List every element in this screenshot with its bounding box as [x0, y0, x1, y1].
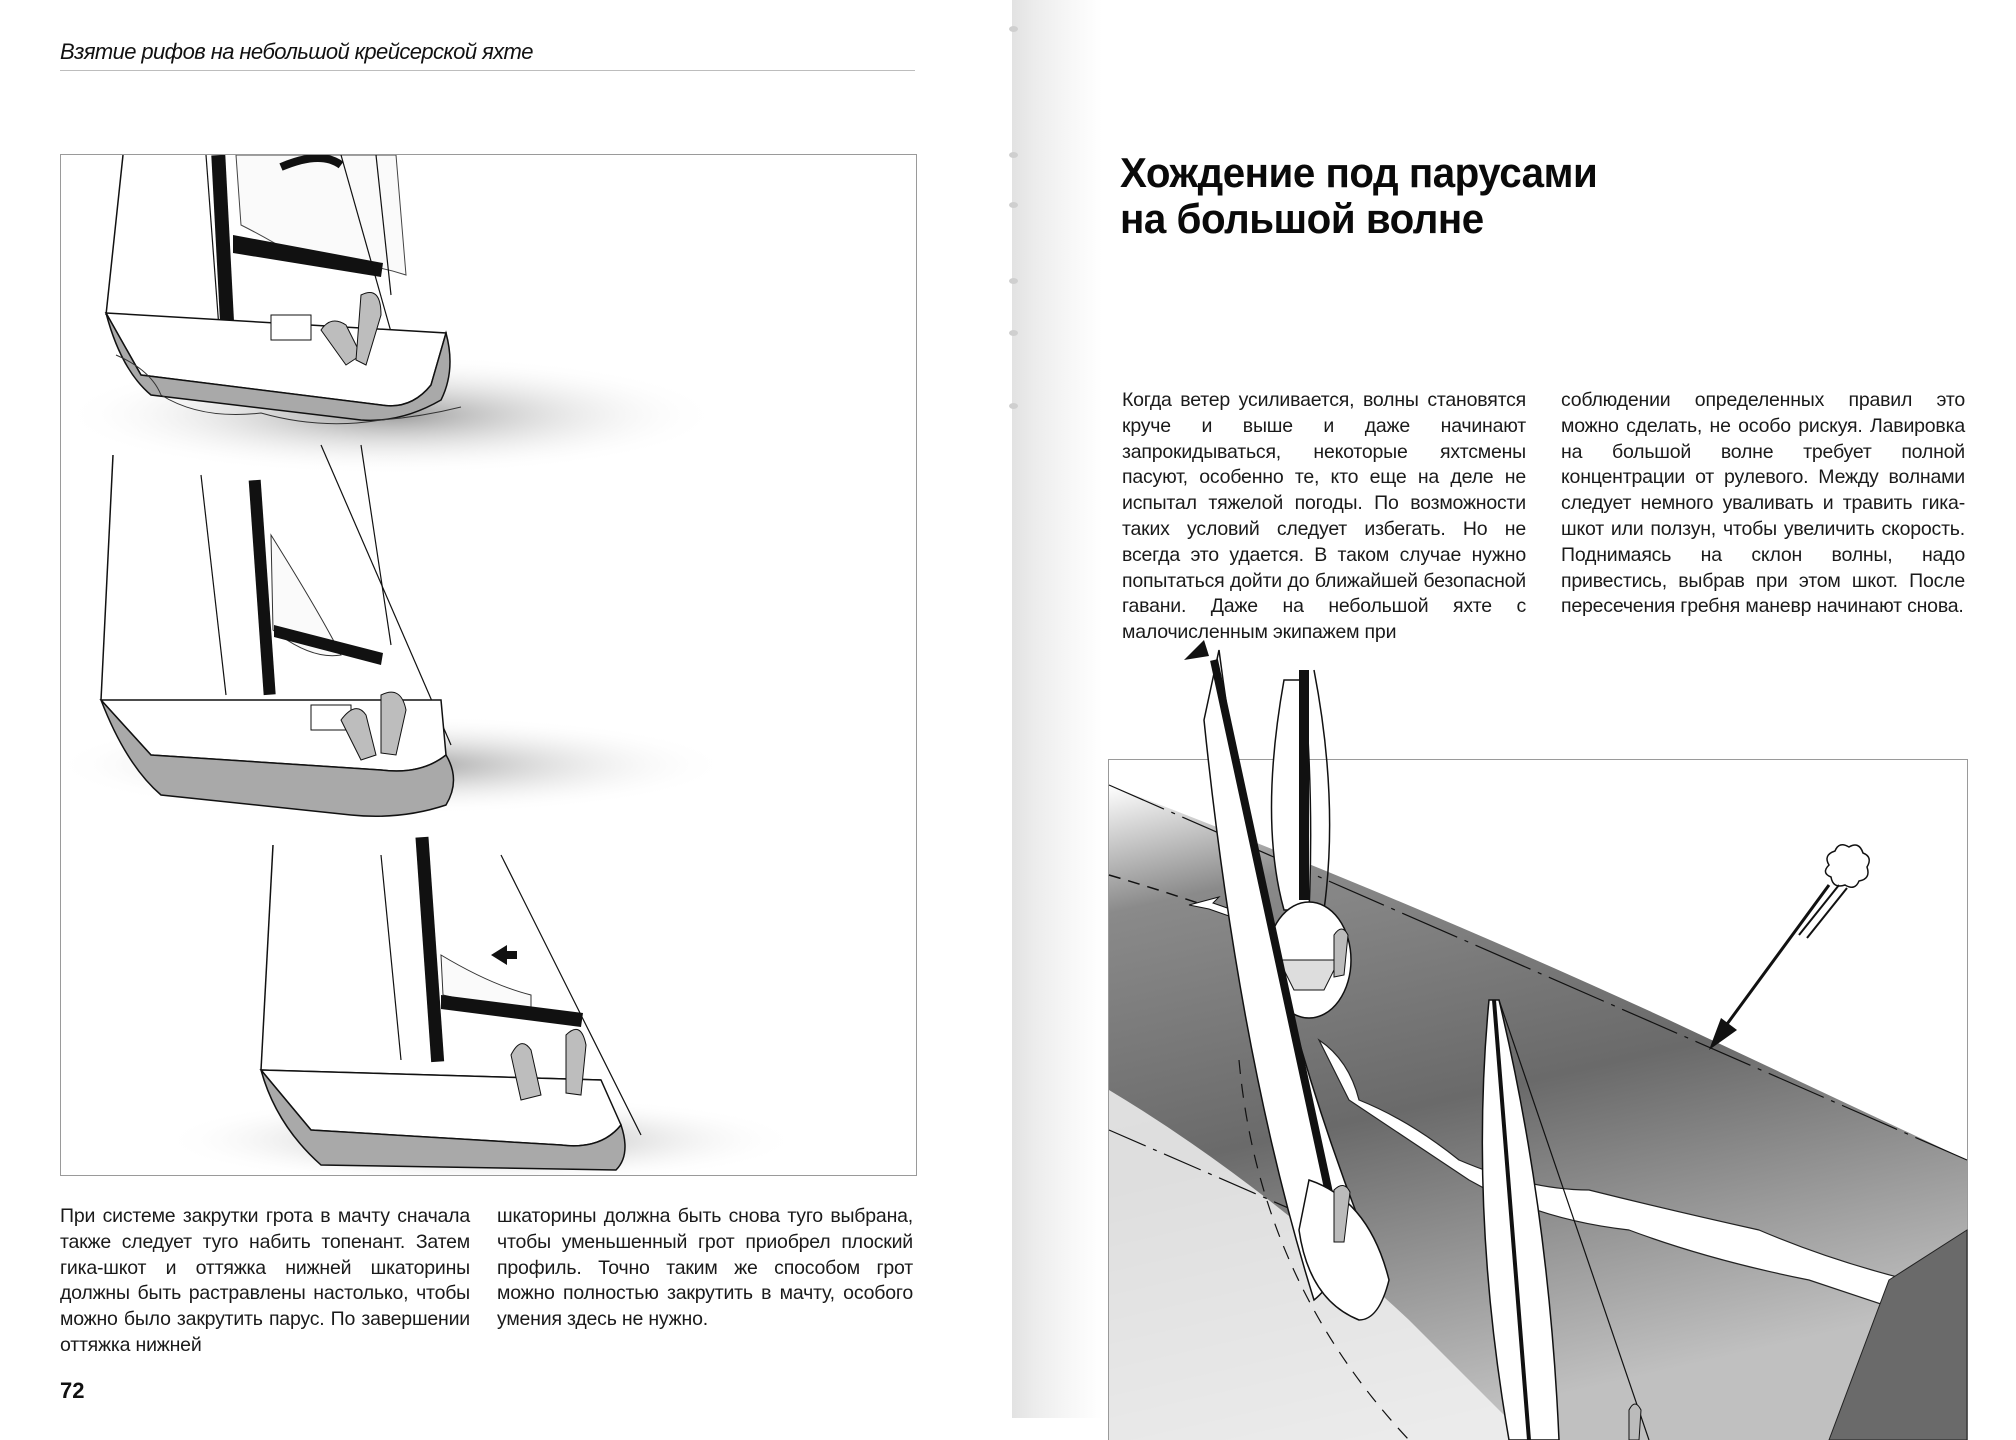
- binding-hole: [1009, 278, 1018, 284]
- binding-hole: [1009, 403, 1018, 409]
- right-text-column-2: соблюдении определенных правил это можно сделать, не особо рискуя. Лавировка на большой волне требует полной концентрации от рулевого. Между волнами следует немного уваливать и травить гика-шкот или ползун, чтобы увеличить скорость. Поднимаясь на склон волны, надо привестись, выбрав при этом шкот. После пересечения гребня маневр начинают снова.: [1561, 389, 1965, 618]
- page-number: 72: [60, 1378, 85, 1403]
- left-text-column-1: При системе закрутки грота в мачту сначала также следует туго набить топенант. Затем гика-шкот и оттяжка нижней шкаторины должны быть растравлены настолько, чтобы можно было закрутить парус. По завершении оттяжка нижней: [60, 1205, 470, 1356]
- chapter-title-line-1: Хождение под парусами: [1120, 149, 1598, 196]
- binding-hole: [1009, 152, 1018, 158]
- boat-minimal-sail: [161, 837, 801, 1175]
- figure-mainsail-furling: [60, 154, 917, 1176]
- figure-sailing-big-waves: [1108, 759, 1968, 1440]
- wave-sailing-illustration-icon: [1109, 760, 1967, 1440]
- wind-arrow: [1709, 845, 1869, 1050]
- binding-hole: [1009, 202, 1018, 208]
- sailboat-illustration-icon: [61, 155, 916, 1175]
- binding-hole: [1009, 330, 1018, 336]
- left-text-column-2: шкаторины должна быть снова туго выбрана, чтобы уменьшенный грот приобрел плоский профиль. Точно таким же способом грот можно полностью закрутить в мачту, особого умения здесь не нужно.: [497, 1205, 913, 1331]
- running-head: Взятие рифов на небольшой крейсерской яхте: [60, 40, 915, 71]
- boat-full-sail: [61, 155, 721, 475]
- chapter-title: [1120, 150, 1597, 242]
- book-gutter: [1012, 0, 1102, 1418]
- binding-hole: [1009, 26, 1018, 32]
- boat-reefed-sail: [61, 445, 731, 816]
- right-text-column-1: Когда ветер усиливается, волны становятся круче и выше и даже начинают запрокидываться, некоторые яхтсмены пасуют, особенно те, кто еще на деле не испытал тяжелой погоды. По возможности таких условий следует избегать. Но не всегда это удается. В таком случае нужно попытаться дойти до ближайшей безопасной гавани. Даже на небольшой яхте с малочисленным экипажем при: [1122, 389, 1526, 644]
- chapter-title-line-2: на большой волне: [1120, 195, 1484, 242]
